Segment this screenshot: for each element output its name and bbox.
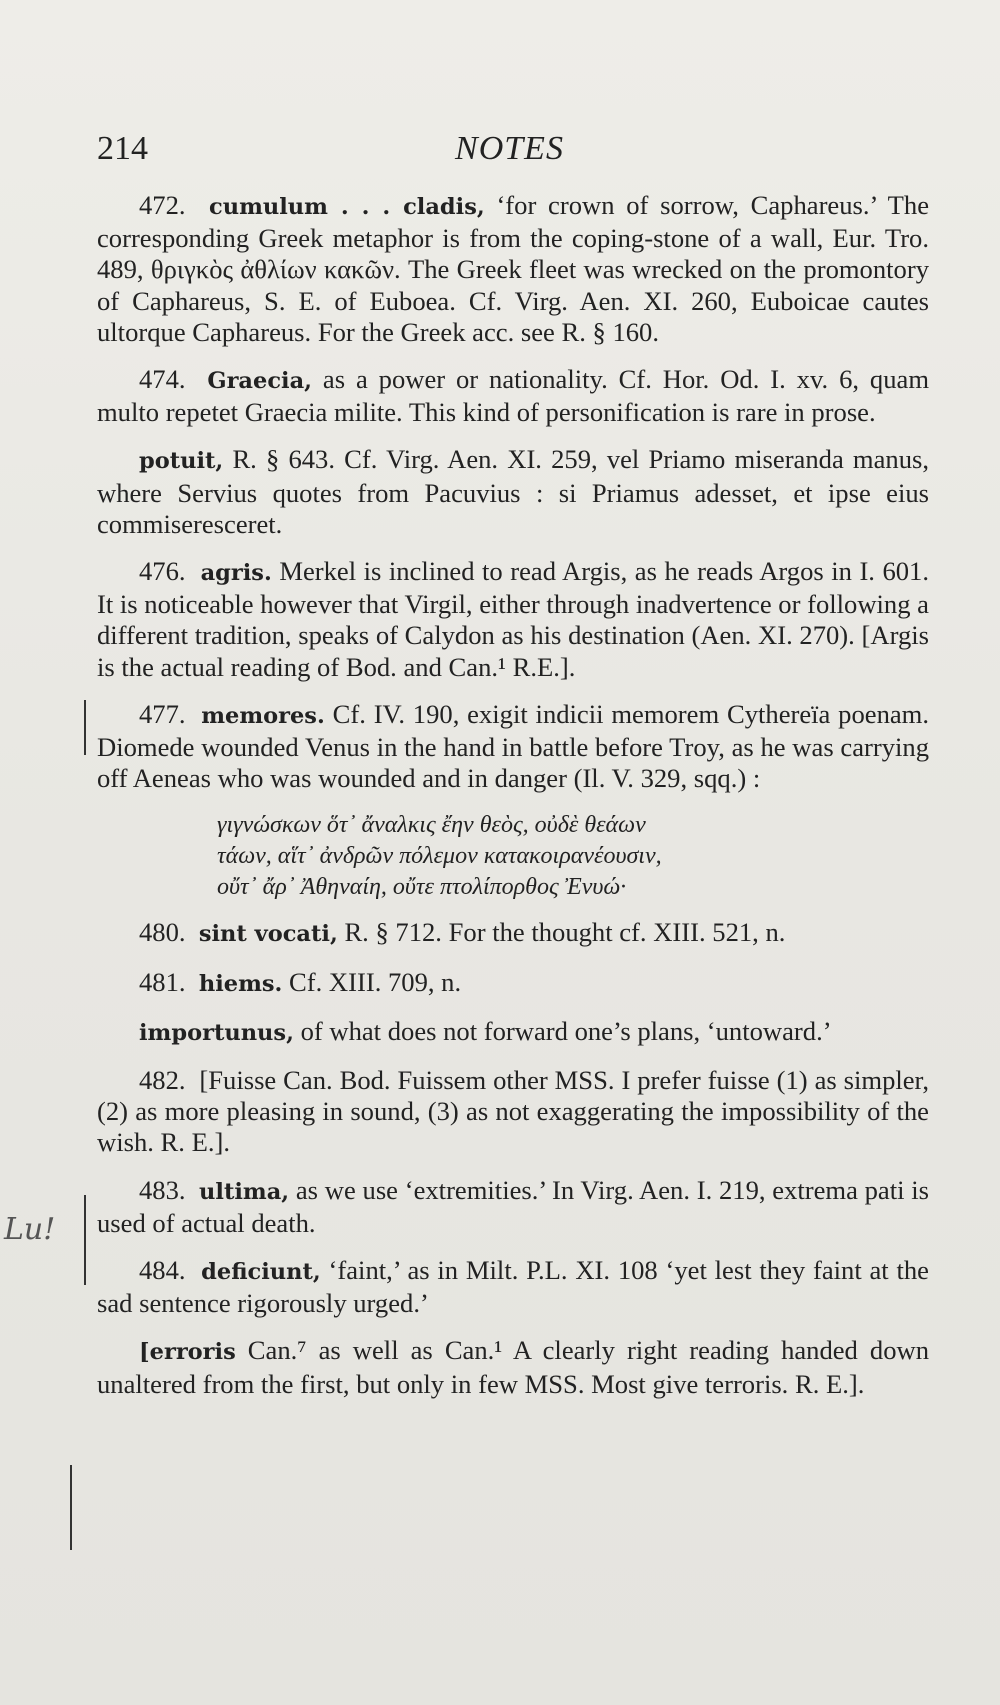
page-header: [97, 122, 922, 182]
note-481: 481. hiems. Cf. XIII. 709, n.: [139, 966, 462, 997]
greek-line: οὔτ᾽ ἄρ᾽ Ἀθηναίη, οὔτε πτολίπορθος Ἐνυώ·: [217, 874, 627, 901]
note-potuit: potuit, R. § 643. Cf. Virg. Aen. XI. 259, vel Priamo miseranda manus, where Servius quotes from Pacuvius : si Priamus adesset, et ipse eius commiseresceret.: [97, 444, 929, 539]
greek-quotation: [97, 810, 929, 903]
greek-line: τάων, αἵτ᾽ ἀνδρῶν πόλεμον κατακοιρανέουσιν,: [217, 843, 662, 870]
notes-body: [97, 190, 929, 1416]
note-480: 480. sint vocati, R. § 712. For the thought cf. XIII. 521, n.: [139, 917, 786, 948]
note-477: 477. memores. Cf. IV. 190, exigit indicii memorem Cythereïa poenam. Diomede wounded Venus in the hand in battle before Troy, as he was carrying off Aeneas who was wounded and in danger (Il. V. 329, sqq.) :: [97, 698, 930, 794]
greek-line: γιγνώσκων ὅτ᾽ ἄναλκις ἔην θεὸς, οὐδὲ θεάων: [217, 812, 646, 839]
margin-mark: [70, 1465, 72, 1550]
note-erroris: [erroris Can.⁷ as well as Can.¹ A clearly right reading handed down unaltered from the first, but only in few MSS. Most give terroris. R. E.].: [97, 1335, 929, 1399]
note-476: 476. agris. Merkel is inclined to read Argis, as he reads Argos in I. 601. It is noticeable however that Virgil, either through inadvertence or following a different tradition, speaks of Calydon as his destination (Aen. XI. 270). [Argis is the actual reading of Bod. and Can.¹ R.E.].: [97, 556, 930, 682]
note-importunus: importunus, of what does not forward one’s plans, ‘untoward.’: [139, 1015, 832, 1046]
note-474: 474. Graecia, as a power or nationality. Cf. Hor. Od. I. xv. 6, quam multo repetet Graecia milite. This kind of personification is rare in prose.: [97, 364, 930, 428]
note-483: 483. ultima, as we use ‘extremities.’ In Virg. Aen. I. 219, extrema pati is used of actual death.: [97, 1174, 929, 1238]
note-482: 482. [Fuisse Can. Bod. Fuissem other MSS. I prefer fuisse (1) as simpler, (2) as more pleasing in sound, (3) as not exaggerating the impossibility of the wish. R. E.].: [97, 1065, 929, 1158]
page-number: 214: [97, 130, 148, 167]
margin-annotation: Lu!: [4, 1212, 56, 1247]
note-484: 484. deficiunt, ‘faint,’ as in Milt. P.L. XI. 108 ‘yet lest they faint at the sad sentence rigorously urged.’: [97, 1255, 929, 1319]
running-head: NOTES: [455, 130, 564, 167]
margin-mark: [84, 700, 86, 755]
note-472: 472. cumulum . . . cladis, ‘for crown of sorrow, Caphareus.’ The corresponding Greek metaphor is from the coping-stone of a wall, Eur. Tro. 489, θριγκὸς ἀθλίων κακῶν. The Greek fleet was wrecked on the promontory of Caphareus, S. E. of Euboea. Cf. Virg. Aen. XI. 260, Euboicae cautes ultorque Caphareus. For the Greek acc. see R. § 160.: [97, 190, 929, 347]
margin-mark: [84, 1195, 86, 1285]
